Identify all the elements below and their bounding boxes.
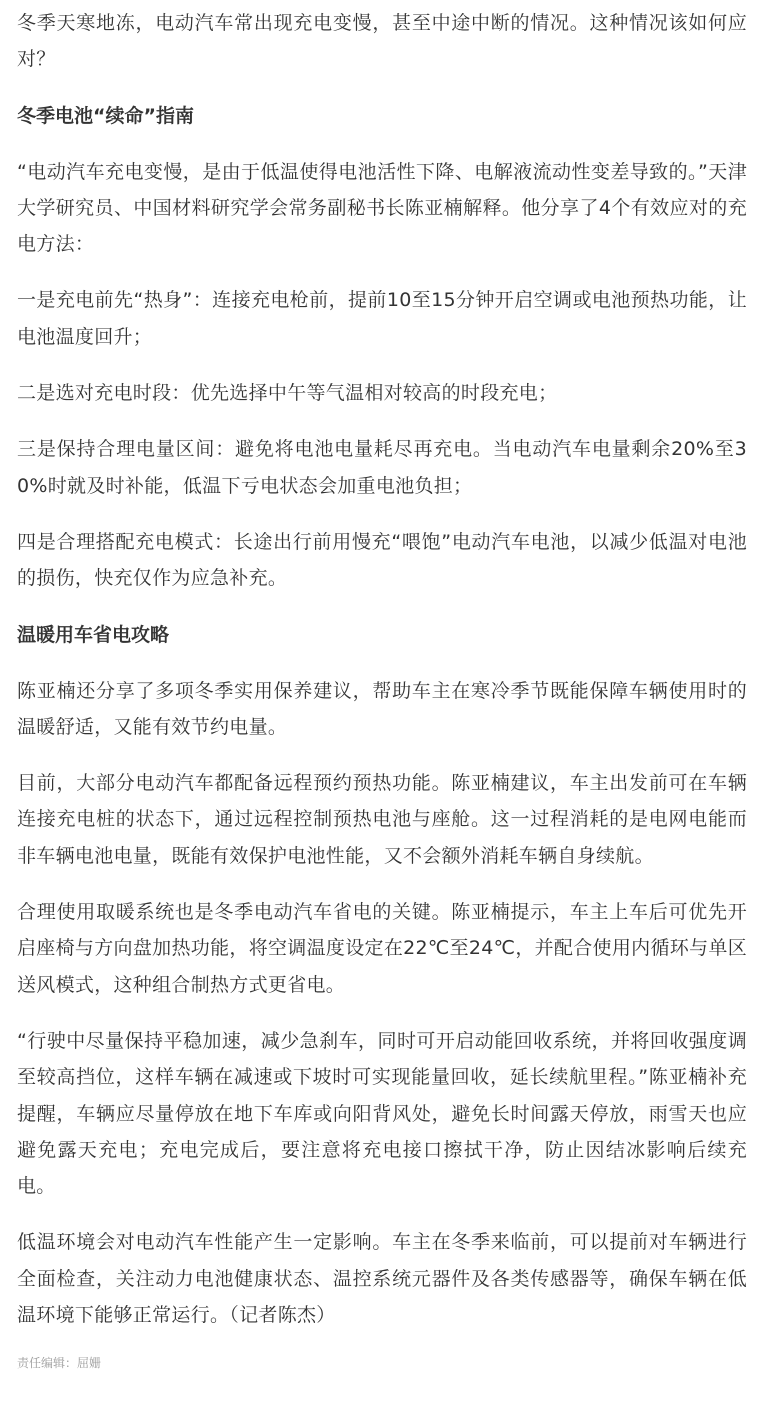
section-heading-saving-tips: 温暖用车省电攻略	[17, 623, 170, 646]
intro-paragraph: 冬季天寒地冻，电动汽车常出现充电变慢，甚至中途中断的情况。这种情况该如何应对？	[17, 12, 747, 71]
paragraph-tip-timing: 二是选对充电时段：优先选择中午等气温相对较高的时段充电；	[17, 382, 558, 405]
article-body	[17, 5, 747, 1373]
paragraph-tip-preheat: 一是充电前先“热身”：连接充电枪前，提前10至15分钟开启空调或电池预热功能，让电池温度回升；	[17, 289, 747, 348]
paragraph-vehicle-inspection: 低温环境会对电动汽车性能产生一定影响。车主在冬季来临前，可以提前对车辆进行全面检查，关注动力电池健康状态、温控系统元器件及各类传感器等，确保车辆在低温环境下能够正常运行。（记者陈杰）	[17, 1231, 747, 1327]
paragraph-remote-preheat: 目前，大部分电动汽车都配备远程预约预热功能。陈亚楠建议，车主出发前可在车辆连接充电桩的状态下，通过远程控制预热电池与座舱。这一过程消耗的是电网电能而非车辆电池电量，既能有效保护电池性能，又不会额外消耗车辆自身续航。	[17, 772, 747, 867]
paragraph-tip-charging-mode: 四是合理搭配充电模式：长途出行前用慢充“喂饱”电动汽车电池，以减少低温对电池的损伤，快充仅作为应急补充。	[17, 530, 747, 590]
paragraph-maintenance-intro: 陈亚楠还分享了多项冬季实用保养建议，帮助车主在寒冷季节既能保障车辆使用时的温暖舒适，又能有效节约电量。	[17, 679, 747, 738]
responsible-editor: 责任编辑：屈姗	[17, 1356, 102, 1371]
paragraph-charging-explanation: “电动汽车充电变慢，是由于低温使得电池活性下降、电解液流动性变差导致的。”天津大学研究员、中国材料研究学会常务副秘书长陈亚楠解释。他分享了4个有效应对的充电方法：	[17, 160, 747, 256]
paragraph-driving-advice: “行驶中尽量保持平稳加速，减少急刹车，同时可开启动能回收系统，并将回收强度调至较高挡位，这样车辆在减速或下坡时可实现能量回收，延长续航里程。”陈亚楠补充提醒，车辆应尽量停放在地下车库或向阳背风处，避免长时间露天停放，雨雪天也应避免露天充电；充电完成后，要注意将充电接口擦拭干净，防止因结冰影响后续充电。	[17, 1029, 747, 1198]
paragraph-heating-system: 合理使用取暖系统也是冬季电动汽车省电的关键。陈亚楠提示，车主上车后可优先开启座椅与方向盘加热功能，将空调温度设定在22℃至24℃，并配合使用内循环与单区送风模式，这种组合制热方式更省电。	[17, 901, 747, 996]
paragraph-tip-battery-range: 三是保持合理电量区间：避免将电池电量耗尽再充电。当电动汽车电量剩余20%至30%时就及时补能，低温下亏电状态会加重电池负担；	[17, 438, 747, 497]
section-heading-battery-guide: 冬季电池“续命”指南	[17, 104, 194, 127]
